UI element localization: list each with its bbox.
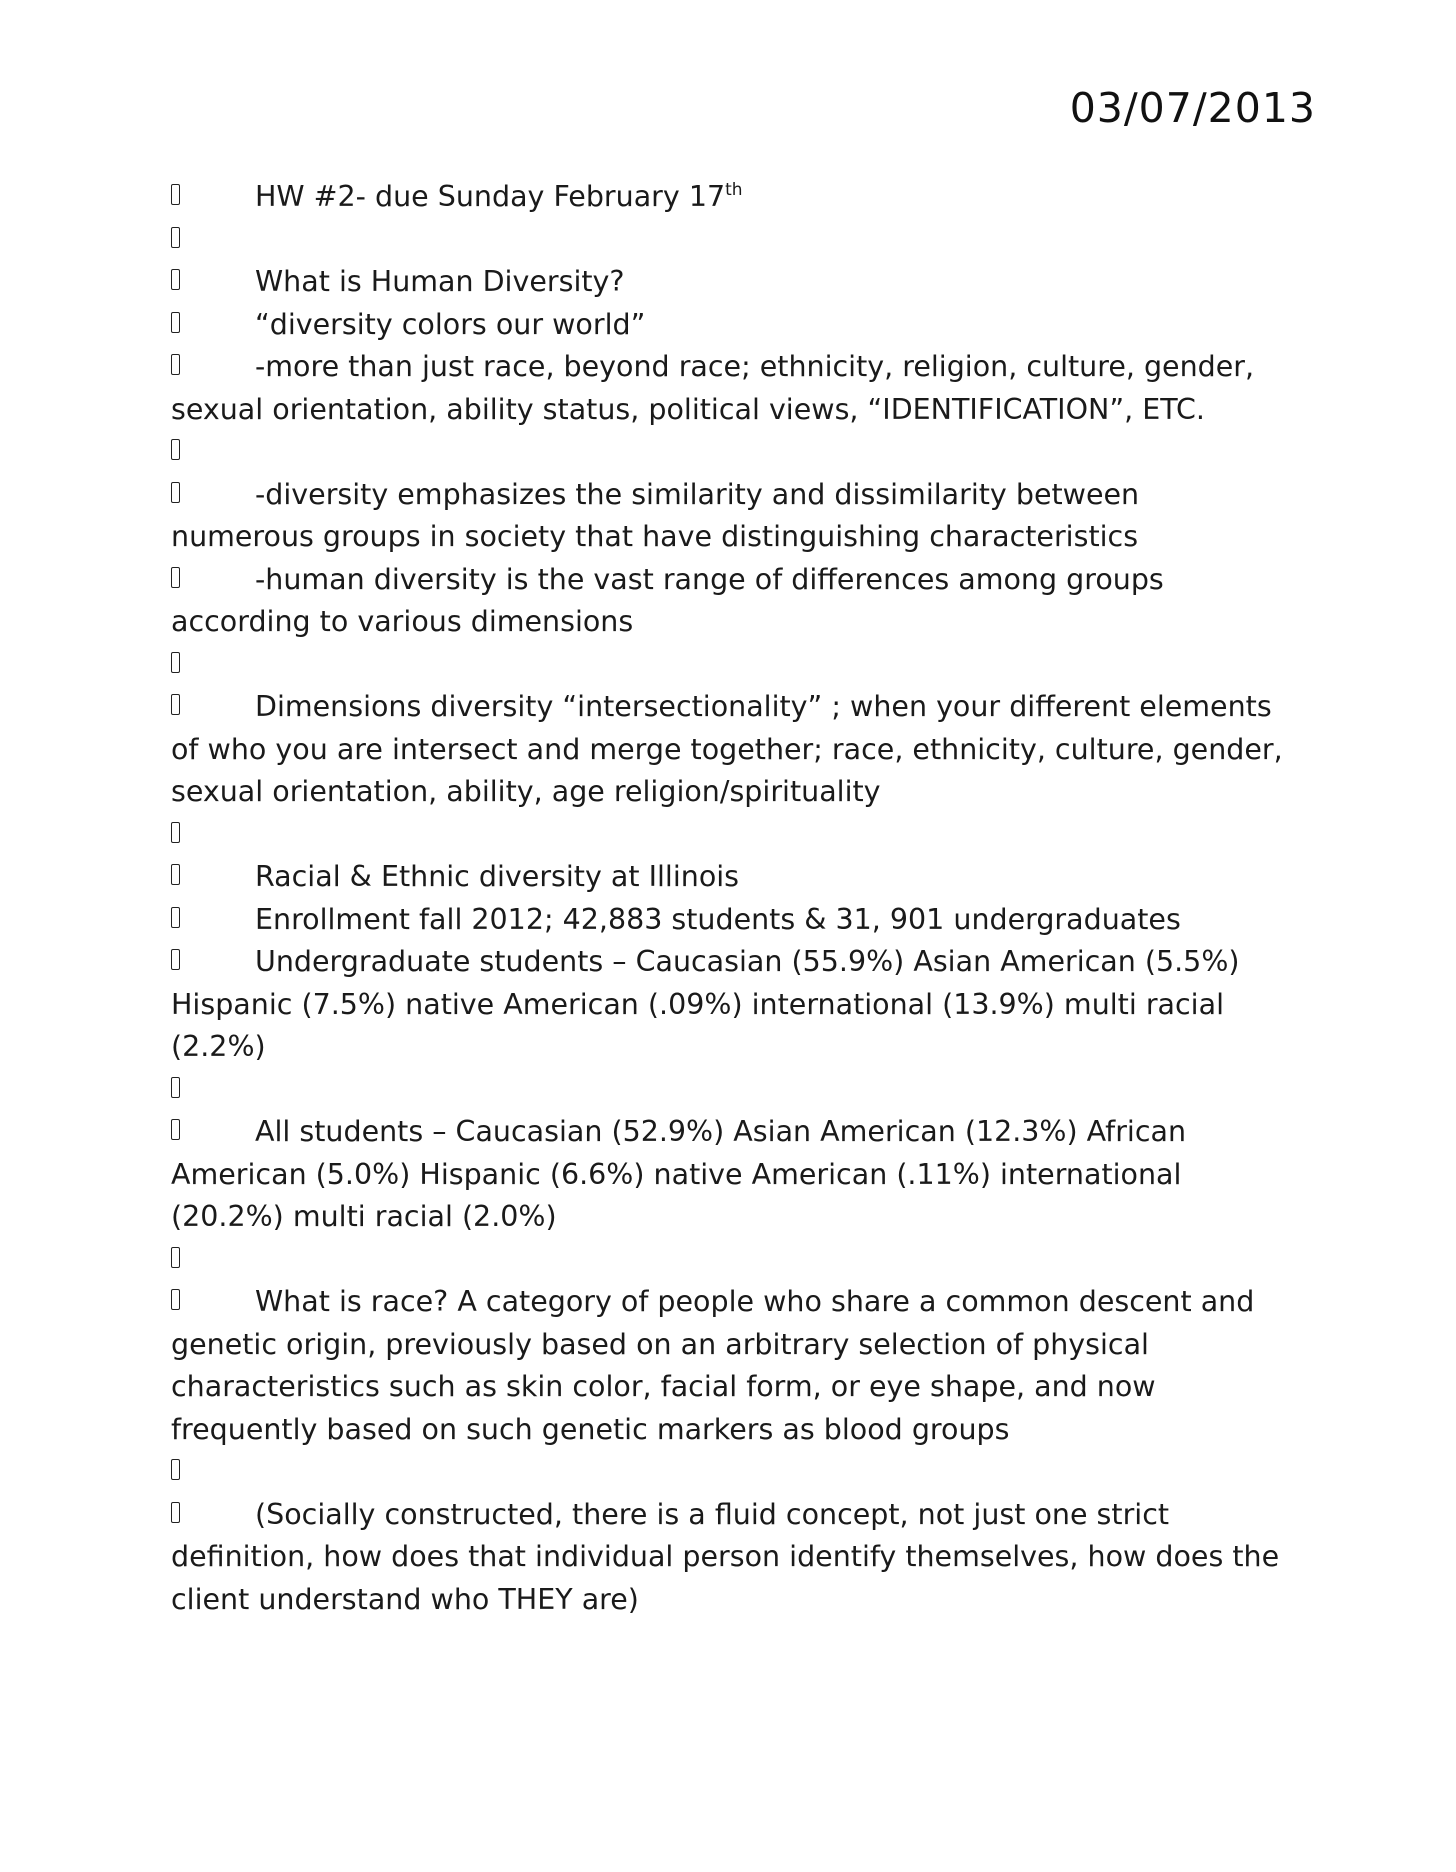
note-text-continued: numerous groups in society that have distinguishing characteristics [171, 520, 1139, 553]
document-date: 03/07/2013 [1069, 84, 1316, 132]
bullet-box-icon [171, 1247, 180, 1268]
bullet-box-icon [171, 1502, 180, 1523]
note-line [171, 1281, 1301, 1451]
note-text: Undergraduate students – Caucasian (55.9%) Asian American (5.5%) [255, 945, 1240, 978]
note-text-continued: genetic origin, previously based on an arbitrary selection of physical characteristics such as skin color, facial form, or eye shape, and now frequently based on such genetic markers as blood groups [171, 1327, 1156, 1446]
note-text: What is race? A category of people who share a common descent and [255, 1285, 1255, 1318]
note-line [171, 474, 1301, 559]
note-line [171, 644, 1301, 687]
note-line [171, 1069, 1301, 1112]
ordinal-suffix: th [725, 180, 743, 200]
note-line [171, 176, 1301, 219]
note-line [171, 899, 1301, 942]
bullet-box-icon [171, 907, 180, 928]
note-line [171, 814, 1301, 857]
note-line [171, 1111, 1301, 1239]
note-line [171, 1239, 1301, 1282]
bullet-box-icon [171, 652, 180, 673]
note-text: -human diversity is the vast range of differences among groups [255, 562, 1164, 596]
note-line [171, 261, 1301, 304]
note-line [171, 856, 1301, 899]
note-line [171, 1451, 1301, 1494]
note-text: -diversity emphasizes the similarity and dissimilarity between [255, 477, 1140, 511]
bullet-box-icon [171, 184, 180, 205]
note-text-continued: definition, how does that individual person identify themselves, how does the client understand who THEY are) [171, 1540, 1280, 1616]
bullet-box-icon [171, 567, 180, 588]
note-text: -more than just race, beyond race; ethnicity, religion, culture, gender, [255, 350, 1255, 383]
note-line [171, 686, 1301, 814]
note-text: Dimensions diversity “intersectionality” ; when your different elements [255, 690, 1272, 723]
note-text: (Socially constructed, there is a fluid concept, not just one strict [255, 1497, 1170, 1531]
note-text: “diversity colors our world” [255, 307, 646, 341]
note-text-continued: sexual orientation, ability status, political views, “IDENTIFICATION”, ETC. [171, 392, 1205, 426]
note-text-continued: according to various dimensions [171, 605, 634, 638]
bullet-box-icon [171, 1119, 180, 1140]
note-text: What is Human Diversity? [255, 265, 625, 298]
bullet-box-icon [171, 269, 180, 290]
note-line [171, 346, 1301, 431]
bullet-box-icon [171, 354, 180, 375]
note-text: All students – Caucasian (52.9%) Asian American (12.3%) African [255, 1115, 1187, 1148]
bullet-box-icon [171, 822, 180, 843]
note-line [171, 431, 1301, 474]
bullet-box-icon [171, 439, 180, 460]
note-text-continued: American (5.0%) Hispanic (6.6%) native American (.11%) international (20.2%) multi racial (2.0%) [171, 1157, 1182, 1233]
note-line [171, 304, 1301, 347]
note-line [171, 219, 1301, 262]
bullet-box-icon [171, 1289, 180, 1310]
bullet-box-icon [171, 864, 180, 885]
note-text: Enrollment fall 2012; 42,883 students & 31, 901 undergraduates [255, 902, 1181, 936]
note-text-continued: of who you are intersect and merge together; race, ethnicity, culture, gender, sexual orientation, ability, age religion/spirituality [171, 732, 1283, 808]
bullet-box-icon [171, 694, 180, 715]
note-text: Racial & Ethnic diversity at Illinois [255, 860, 740, 893]
note-text: HW #2- due Sunday February 17 [255, 180, 726, 213]
note-line [171, 1494, 1301, 1622]
bullet-box-icon [171, 312, 180, 333]
note-text-continued: Hispanic (7.5%) native American (.09%) international (13.9%) multi racial (2.2%) [171, 987, 1224, 1063]
bullet-box-icon [171, 1077, 180, 1098]
bullet-box-icon [171, 1459, 180, 1480]
bullet-box-icon [171, 227, 180, 248]
notes-list [171, 176, 1301, 1621]
note-line [171, 559, 1301, 644]
bullet-box-icon [171, 482, 180, 503]
bullet-box-icon [171, 949, 180, 970]
note-line [171, 941, 1301, 1069]
